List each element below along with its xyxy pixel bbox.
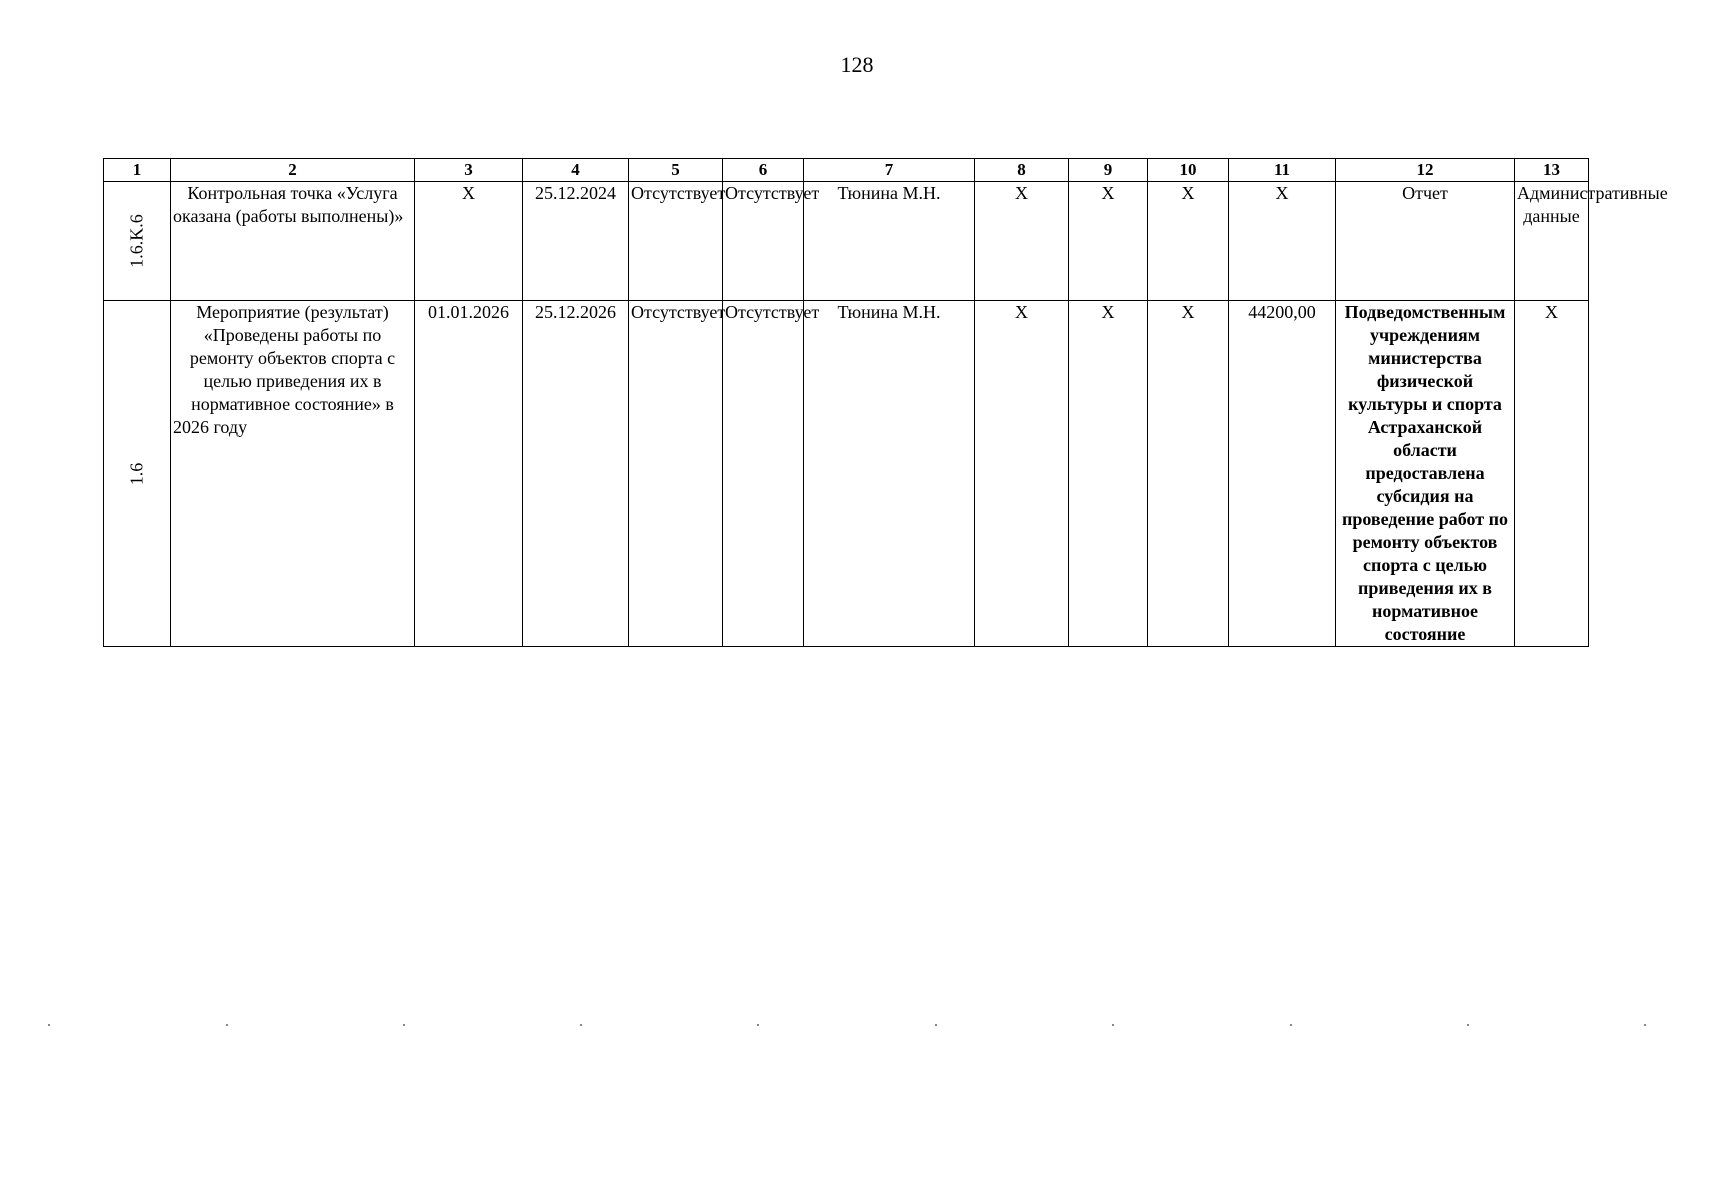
end-date: 25.12.2024 [523,182,629,301]
column-header: 8 [975,159,1069,182]
row-name: Контрольная точка «Услуга оказана (работы выполнены)» [171,182,415,301]
result: Подведомственным учреждениям министерства физической культуры и спорта Астраханской области предоставлена субсидия на проведение работ по ремонту объектов спорта с целью приведения их в нормативное состояние [1336,301,1515,647]
column-header: 4 [523,159,629,182]
cell-col5: Отсутствует [629,182,723,301]
column-header: 3 [415,159,523,182]
start-date: X [415,182,523,301]
row-number-text: 1.6 [126,462,147,485]
responsible: Тюнина М.Н. [804,182,975,301]
data-source: Административные данные [1515,182,1589,301]
cell-col8: X [975,182,1069,301]
cell-col9: X [1069,182,1148,301]
responsible: Тюнина М.Н. [804,301,975,647]
column-header: 2 [171,159,415,182]
page-number: 128 [840,52,874,77]
column-header: 9 [1069,159,1148,182]
column-header: 1 [104,159,171,182]
column-header: 13 [1515,159,1589,182]
cell-col10: X [1148,182,1229,301]
start-date: 01.01.2026 [415,301,523,647]
cell-col6: Отсутствует [723,182,804,301]
cell-col9: X [1069,301,1148,647]
column-header: 12 [1336,159,1515,182]
table-row [104,301,1589,647]
column-header: 10 [1148,159,1229,182]
column-header: 11 [1229,159,1336,182]
result: Отчет [1336,182,1515,301]
cell-col5: Отсутствует [629,301,723,647]
cell-col11: X [1229,182,1336,301]
column-header: 7 [804,159,975,182]
data-source: X [1515,301,1589,647]
column-header: 6 [723,159,804,182]
end-date: 25.12.2026 [523,301,629,647]
table-row [104,182,1589,301]
row-number [104,301,171,647]
scan-dots [0,1024,1714,1028]
row-number-text: 1.6.K.6 [126,214,147,268]
row-name: Мероприятие (результат) «Проведены работы по ремонту объектов спорта с целью приведения их в нормативное состояние» в 2026 году [171,301,415,647]
table-header-row [104,159,1589,182]
column-header: 5 [629,159,723,182]
row-number [104,182,171,301]
cell-col10: X [1148,301,1229,647]
cell-col6: Отсутствует [723,301,804,647]
plan-table [103,158,1668,647]
cell-col8: X [975,301,1069,647]
cell-col11: 44200,00 [1229,301,1336,647]
